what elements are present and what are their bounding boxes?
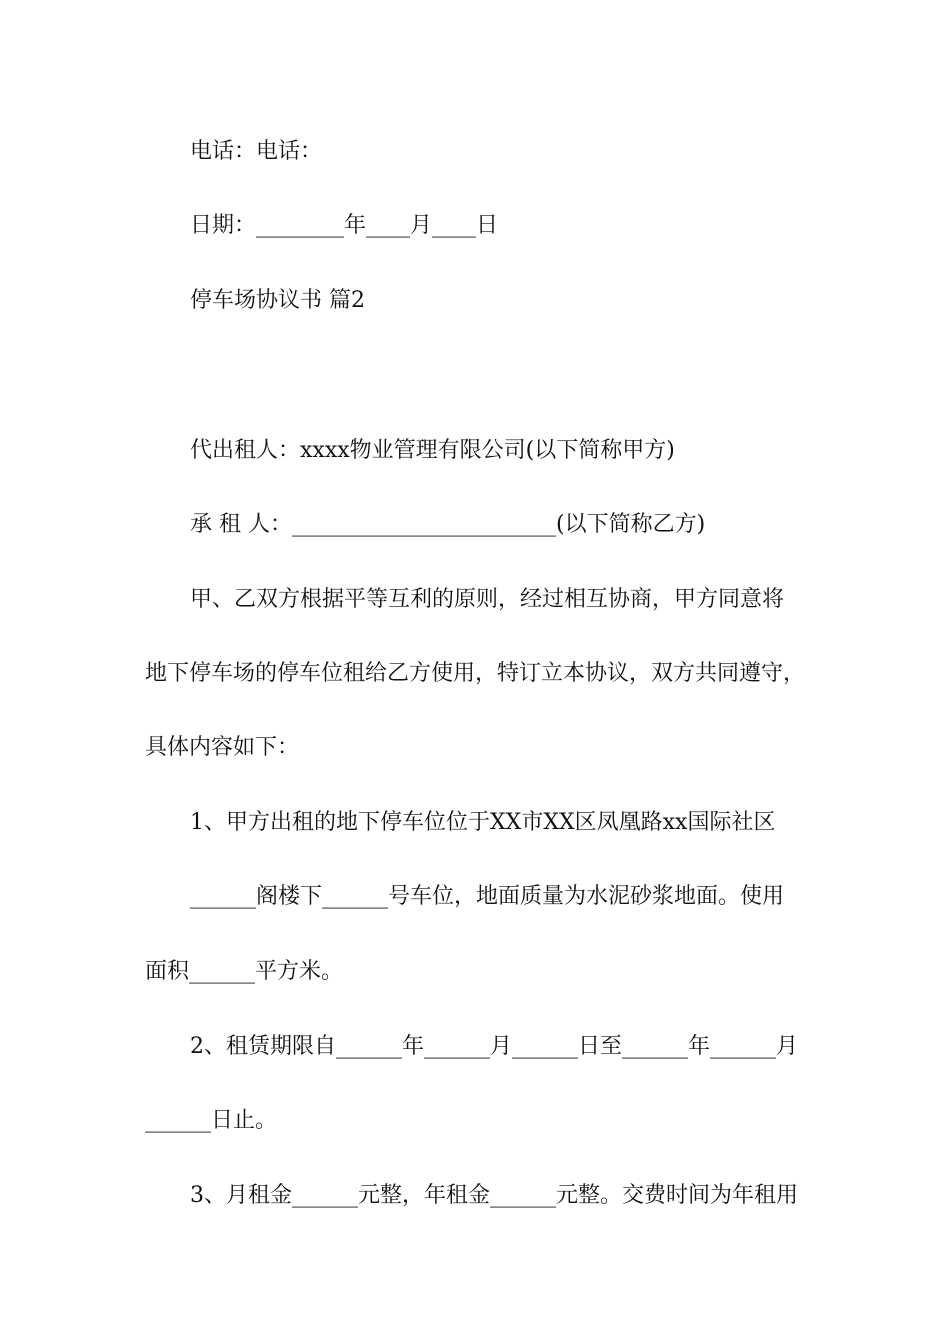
clause-1-line: 面积______平方米。 [145, 959, 344, 984]
lessor-line: 代出租人：xxxx物业管理有限公司(以下简称甲方) [190, 438, 675, 463]
paragraph-line: 甲、乙双方根据平等互利的原则，经过相互协商，甲方同意将 [190, 587, 785, 612]
lessee-line: 承 租 人：________________________(以下简称乙方) [190, 512, 706, 537]
clause-3-line: 3、月租金______元整，年租金______元整。交费时间为年租用 [190, 1183, 798, 1208]
section-title: 停车场协议书 篇2 [190, 288, 365, 313]
phone-line: 电话：电话： [190, 139, 323, 164]
paragraph-line: 具体内容如下： [145, 735, 300, 760]
clause-1-line: 1、甲方出租的地下停车位位于XX市XX区凤凰路xx国际社区 [190, 810, 776, 835]
date-line: 日期：________年____月____日 [190, 213, 499, 238]
clause-2-line: 2、租赁期限自______年______月______日至______年______月 [190, 1034, 798, 1059]
paragraph-line: 地下停车场的停车位租给乙方使用，特订立本协议，双方共同遵守， [145, 661, 806, 686]
clause-2-line: ______日止。 [145, 1108, 278, 1133]
clause-1-line: ______阁楼下______号车位，地面质量为水泥砂浆地面。使用 [190, 884, 785, 909]
